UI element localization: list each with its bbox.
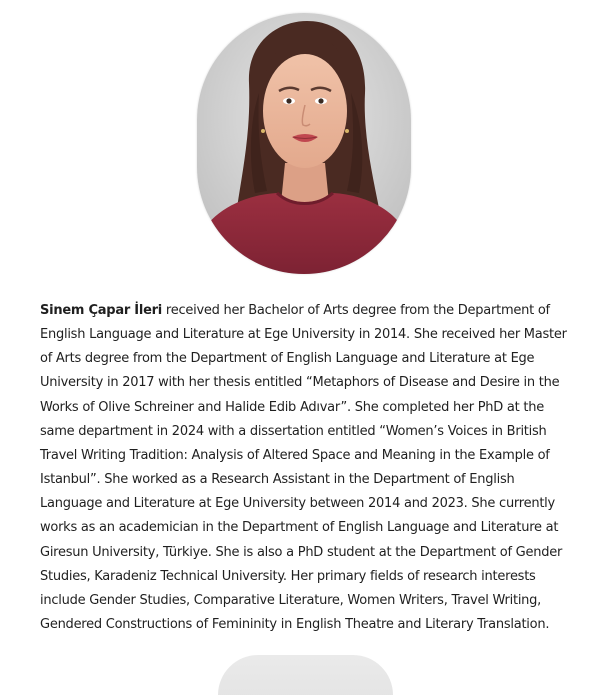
- bio-text: received her Bachelor of Arts degree from the Department of English Language and Literature at Ege University in 2014. She received her Master of Arts degree from the Department of English Language and Literature at Ege University in 2017 with her thesis entitled “Metaphors of Disease and Desire in the Works of Olive Schreiner and Halide Edib Adıvar”. She completed her PhD at the same department in 2024 with a dissertation entitled “Women’s Voices in British Travel Writing Tradition: Analysis of Altered Space and Meaning in the Example of Istanbul”. She worked as a Research Assistant in the Department of English Language and Literature at Ege University between 2014 and 2023. She currently works as an academician in the Department of English Language and Literature at Giresun University, Türkiye. She is also a PhD student at the Department of Gender Studies, Karadeniz Technical University. Her primary fields of research interests include Gender Studies, Comparative Literature, Women Writers, Travel Writing, Gendered Constructions of Femininity in English Theatre and Literary Translation.: [40, 303, 567, 633]
- profile-photo: [197, 13, 411, 274]
- bio-name: Sinem Çapar İleri: [40, 303, 163, 318]
- portrait-image: [197, 13, 411, 274]
- next-profile-photo: [218, 655, 393, 695]
- bio-paragraph: [40, 299, 580, 637]
